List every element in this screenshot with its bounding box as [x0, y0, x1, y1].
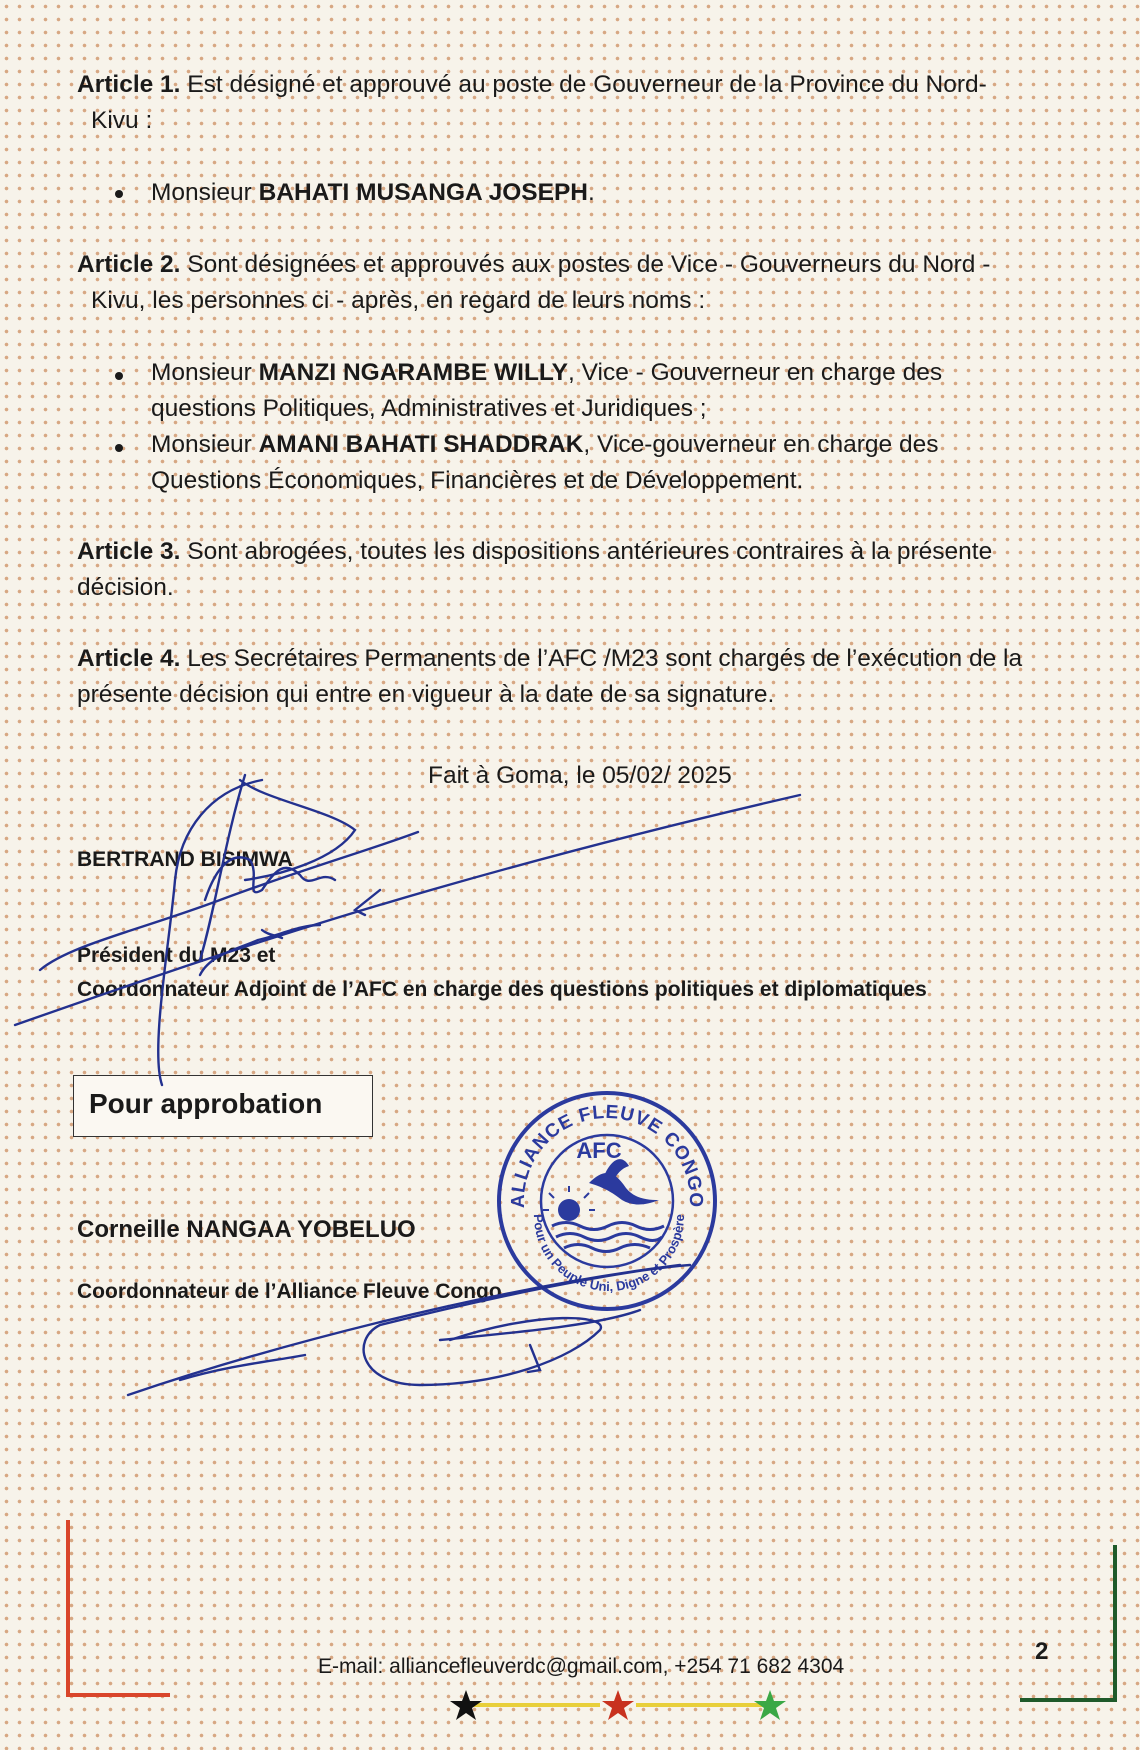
article-2-bullet-1-line-1	[151, 355, 942, 391]
corner-frame-left	[60, 1515, 180, 1705]
river-waves-icon	[552, 1223, 664, 1252]
article-3-line-1	[77, 534, 992, 570]
signatory-1-title-line-2: Coordonnateur Adjoint de l’AFC en charge des questions politiques et diplomatiques	[77, 978, 927, 1001]
seal-ring-top-text: ALLIANCE FLEUVE CONGO	[507, 1101, 707, 1209]
bullet-icon	[115, 444, 123, 452]
seal-ring-bottom-text: Pour un Peuple Uni, Digne et Prospère	[530, 1213, 688, 1295]
approval-box	[73, 1075, 373, 1137]
page-number: 2	[1035, 1638, 1049, 1665]
bullet-suffix: .	[588, 179, 595, 206]
governor-name: BAHATI MUSANGA JOSEPH	[258, 179, 588, 206]
article-3-line-2: décision.	[77, 574, 174, 601]
bisimwa-signature	[15, 775, 800, 1085]
signatory-1-title-line-1: Président du M23 et	[77, 944, 276, 967]
stripe-yellow-right	[636, 1703, 764, 1707]
vice-governor-2-name: AMANI BAHATI SHADDRAK	[258, 431, 584, 458]
signatory-2-name: Corneille NANGAA YOBELUO	[77, 1216, 416, 1243]
footer-contact: E-mail: alliancefleuverdc@gmail.com, +254 71 682 4304	[318, 1655, 845, 1678]
approval-label: Pour approbation	[89, 1088, 323, 1119]
article-2-label: Article 2.	[77, 251, 181, 278]
article-1-text: Est désigné et approuvé au poste de Gouverneur de la Province du Nord-	[180, 71, 987, 98]
sun-icon	[543, 1186, 595, 1221]
vice-governor-1-name: MANZI NGARAMBE WILLY	[258, 359, 568, 386]
bullet-rest: , Vice - Gouverneur en charge des	[568, 359, 943, 386]
article-2-bullet-1-line-2: questions Politiques, Administratives et Juridiques ;	[151, 395, 707, 422]
footer-star-stripe	[440, 1686, 800, 1726]
red-star-icon	[602, 1690, 634, 1720]
place-date: Fait à Goma, le 05/02/ 2025	[428, 762, 732, 789]
stripe-yellow-left	[470, 1703, 600, 1707]
eagle-icon	[589, 1159, 659, 1204]
seal-center-text: AFC	[576, 1138, 622, 1163]
article-1-label: Article 1.	[77, 71, 181, 98]
article-2-line-1	[77, 247, 990, 283]
article-4-text: Les Secrétaires Permanents de l’AFC /M23 sont chargés de l’exécution de la	[180, 645, 1023, 672]
bullet-rest: , Vice-gouverneur en charge des	[583, 431, 939, 458]
article-4-label: Article 4.	[77, 645, 181, 672]
bullet-icon	[115, 372, 123, 380]
article-3-label: Article 3.	[77, 538, 181, 565]
bullet-prefix: Monsieur	[151, 359, 259, 386]
article-1-bullet-1	[151, 175, 595, 211]
signatory-2-title: Coordonnateur de l’Alliance Fleuve Congo	[77, 1280, 502, 1303]
article-3-text: Sont abrogées, toutes les dispositions antérieures contraires à la présente	[180, 538, 993, 565]
article-4-line-2: présente décision qui entre en vigueur à la date de sa signature.	[77, 681, 775, 708]
article-2-bullet-2-line-2: Questions Économiques, Financières et de Développement.	[151, 467, 804, 494]
article-2-line-2: Kivu, les personnes ci - après, en regard de leurs noms :	[91, 287, 706, 314]
afc-seal-stamp	[494, 1088, 720, 1314]
article-1-line-2: Kivu :	[91, 107, 153, 134]
bullet-prefix: Monsieur	[151, 431, 259, 458]
bullet-icon	[115, 190, 123, 198]
article-2-text: Sont désignées et approuvés aux postes de Vice - Gouverneurs du Nord -	[180, 251, 991, 278]
article-4-line-1	[77, 641, 1022, 677]
bullet-prefix: Monsieur	[151, 179, 259, 206]
article-2-bullet-2-line-1	[151, 427, 938, 463]
signatory-1-name: BERTRAND BISIMWA	[77, 848, 293, 871]
article-1-line-1	[77, 67, 987, 103]
corner-frame-right	[1015, 1540, 1130, 1710]
